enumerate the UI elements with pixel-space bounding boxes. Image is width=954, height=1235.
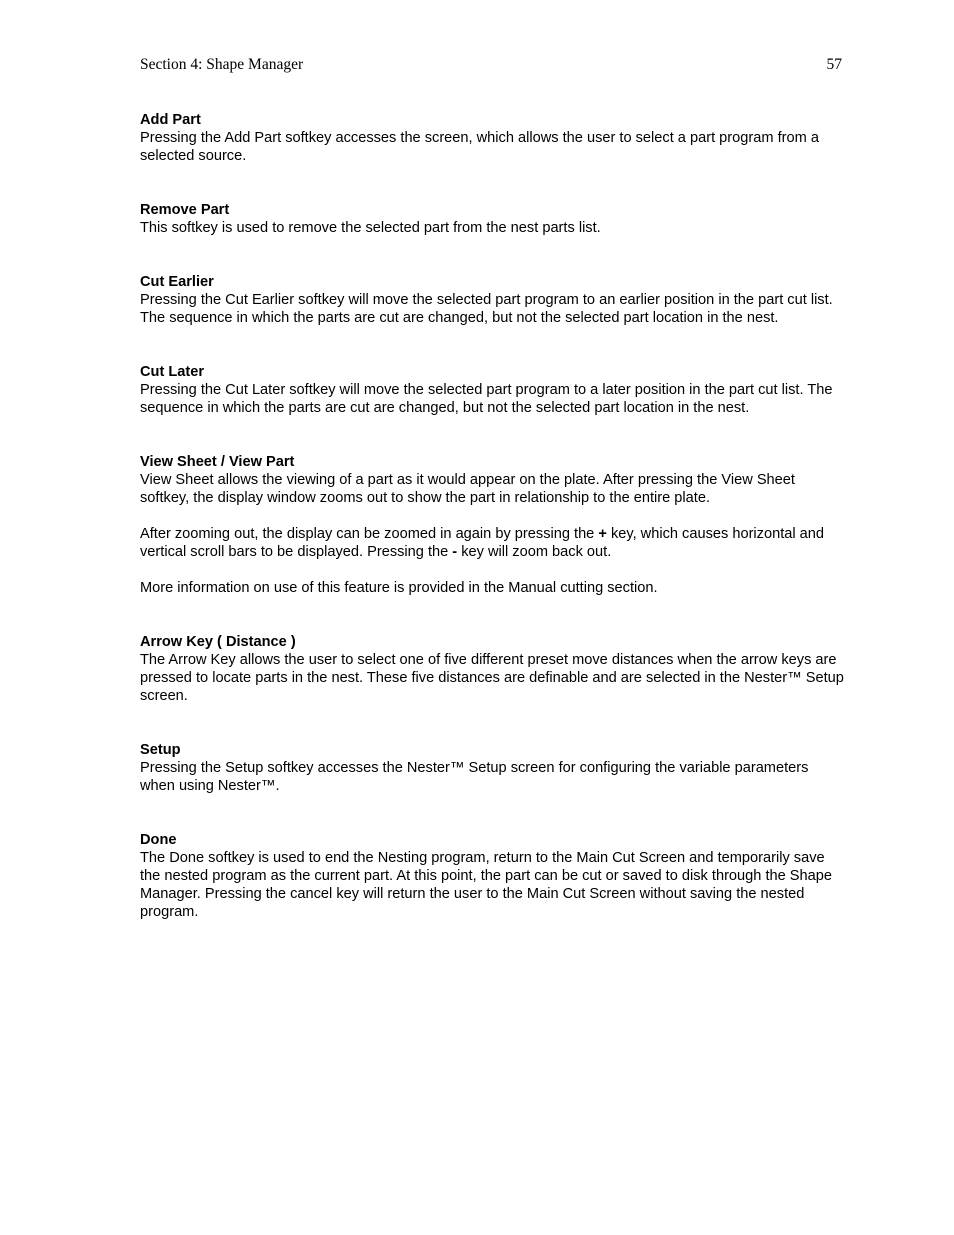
section-heading: Remove Part	[140, 202, 230, 218]
document-body	[140, 111, 844, 957]
section-setup	[140, 741, 844, 795]
section-paragraph: The Arrow Key allows the user to select one of five different preset move distances when the arrow keys are pressed to locate parts in the nest. These five distances are definable and are selected in the Nester™ Setup screen.	[140, 652, 844, 704]
minus-key-label: -	[452, 544, 458, 560]
section-remove-part	[140, 201, 844, 237]
section-title: Section 4: Shape Manager	[140, 56, 304, 73]
plus-key-label: +	[598, 526, 607, 542]
more-info-paragraph: More information on use of this feature is provided in the Manual cutting section.	[140, 580, 658, 596]
zoom-text-3: key will zoom back out.	[457, 544, 612, 560]
section-paragraph: Pressing the Cut Later softkey will move the selected part program to a later position in the part cut list. The sequence in which the parts are cut are changed, but not the selected part location in the nest.	[140, 382, 833, 416]
page-number: 57	[826, 56, 842, 73]
zoom-text-1: After zooming out, the display can be zoomed in again by pressing the	[140, 526, 599, 542]
section-cut-earlier	[140, 273, 844, 327]
zoom-text-2: key, which causes horizontal and vertical scroll bars to be displayed. Pressing the	[140, 526, 825, 560]
section-heading: Done	[140, 832, 177, 848]
section-cut-later	[140, 363, 844, 417]
section-paragraph: This softkey is used to remove the selected part from the nest parts list.	[140, 220, 601, 236]
section-heading: View Sheet / View Part	[140, 454, 295, 470]
section-paragraph: The Done softkey is used to end the Nesting program, return to the Main Cut Screen and temporarily save the nested program as the current part. At this point, the part can be cut or saved to disk through the Shape Manager. Pressing the cancel key will return the user to the Main Cut Screen without saving the nested program.	[140, 850, 832, 920]
section-add-part	[140, 111, 844, 165]
section-paragraph: View Sheet allows the viewing of a part as it would appear on the plate. After pressing the View Sheet softkey, the display window zooms out to show the part in relationship to the entire plate.	[140, 472, 795, 506]
section-paragraph: Pressing the Setup softkey accesses the Nester™ Setup screen for configuring the variable parameters when using Nester™.	[140, 760, 809, 794]
section-heading: Add Part	[140, 112, 201, 128]
section-heading: Cut Earlier	[140, 274, 214, 290]
section-done	[140, 831, 844, 921]
section-paragraph: Pressing the Cut Earlier softkey will move the selected part program to an earlier position in the part cut list. The sequence in which the parts are cut are changed, but not the selected part location in the nest.	[140, 292, 833, 326]
page-header	[140, 56, 842, 76]
section-paragraph: Pressing the Add Part softkey accesses the screen, which allows the user to select a part program from a selected source.	[140, 130, 819, 164]
section-heading: Arrow Key ( Distance )	[140, 634, 296, 650]
section-heading: Setup	[140, 742, 181, 758]
section-view-sheet	[140, 453, 844, 597]
zoom-paragraph	[140, 525, 844, 561]
section-arrow-key	[140, 633, 844, 705]
section-heading: Cut Later	[140, 364, 205, 380]
